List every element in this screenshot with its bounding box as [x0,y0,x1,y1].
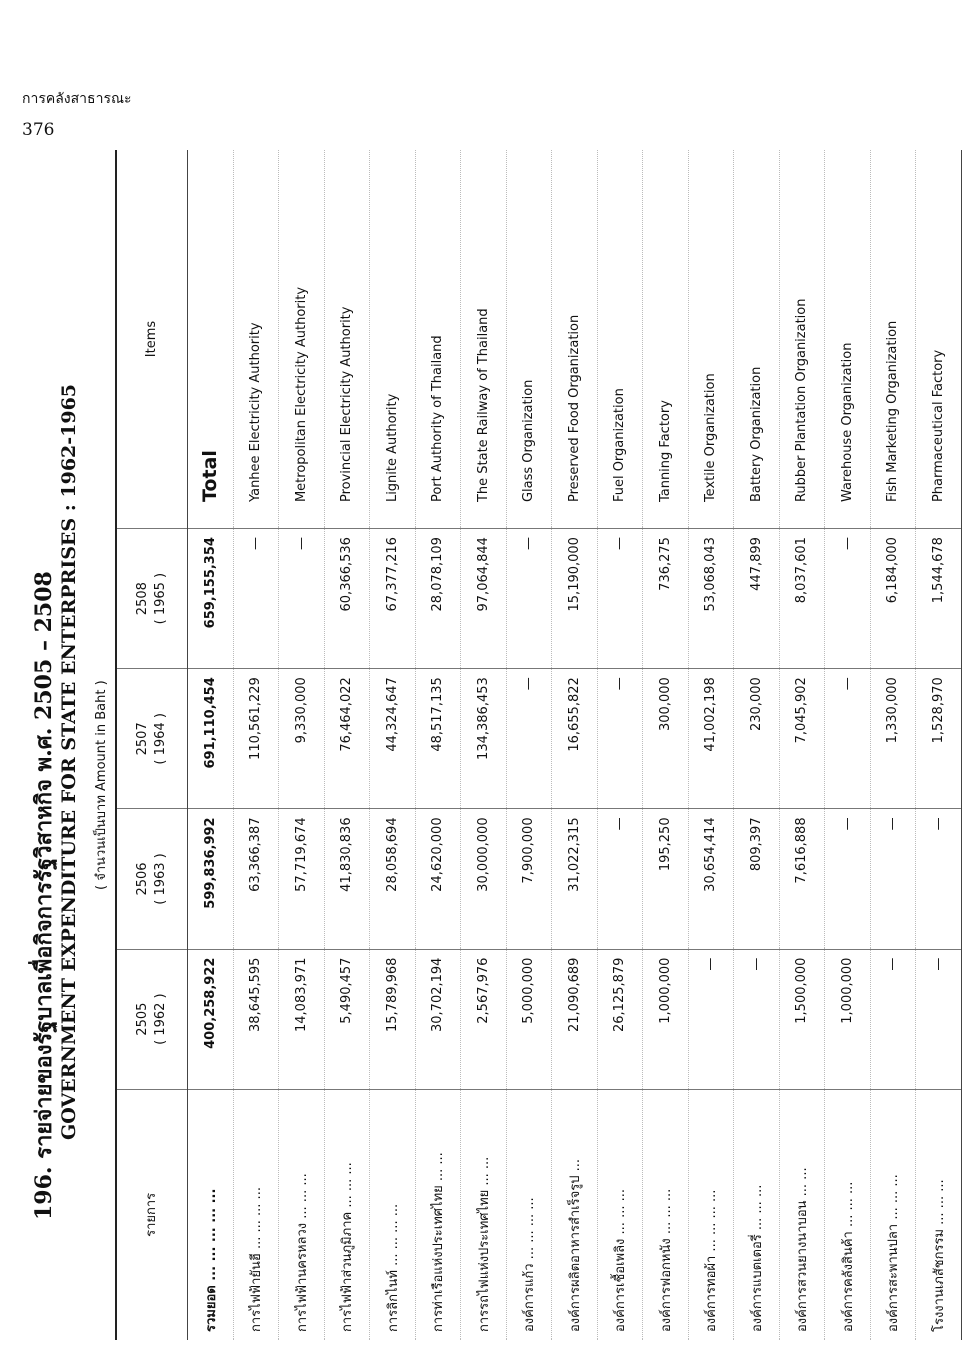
row-label-english: Lignite Authority [370,150,416,529]
amount-cell: 41,002,198 [688,669,734,809]
amount-cell: — [506,529,552,669]
row-label-thai: องค์การสะพานปลา ... ... ... [870,1089,916,1340]
unit-note: ( จำนวนเป็นบาท Amount in Baht ) [94,680,109,890]
amount-cell: 1,528,970 [916,669,962,809]
amount-cell: 16,655,822 [552,669,598,809]
amount-cell: — [233,529,279,669]
table-row [688,150,734,1340]
amount-cell: 134,386,453 [461,669,507,809]
row-label-thai: องค์การผลิตอาหารสำเร็จรูป ... [552,1089,598,1340]
row-label-thai: การไฟฟ้านครหลวง ... ... ... [279,1089,325,1340]
amount-cell: 14,083,971 [279,949,325,1089]
amount-cell: 736,275 [643,529,689,669]
amount-cell: 48,517,135 [415,669,461,809]
amount-cell: 24,620,000 [415,809,461,949]
header-year-2508: 2508 ( 1965 ) [116,529,188,669]
amount-cell: — [734,949,780,1089]
amount-cell: — [916,949,962,1089]
table-row [461,150,507,1340]
amount-cell: — [916,809,962,949]
amount-cell: 60,366,536 [324,529,370,669]
publication-name: การคลังสาธารณะ [22,91,132,107]
row-label-thai: การรถไฟแห่งประเทศไทย ... ... [461,1089,507,1340]
row-label-english: Textile Organization [688,150,734,529]
amount-cell: — [825,809,871,949]
amount-cell: — [506,669,552,809]
amount-cell: 28,058,694 [370,809,416,949]
table-number: 196. [31,1166,57,1220]
row-label-thai: องค์การคลังสินค้า ... ... ... [825,1089,871,1340]
amount-cell: — [825,529,871,669]
row-label-thai: การท่าเรือแห่งประเทศไทย ... ... [415,1089,461,1340]
row-label-thai: โรงงานเภสัชกรรม ... ... ... [916,1089,962,1340]
row-label-english: Tanning Factory [643,150,689,529]
amount-cell: 5,000,000 [506,949,552,1089]
title-thai [26,571,61,1220]
amount-cell: 195,250 [643,809,689,949]
table-row [324,150,370,1340]
row-label-thai: องค์การสวนยางนาบอน ... ... [779,1089,825,1340]
row-label-english: Warehouse Organization [825,150,871,529]
row-label-thai: องค์การเชื้อเพลิง ... ... ... [597,1089,643,1340]
row-label-english: Yanhee Electricity Authority [233,150,279,529]
amount-cell: 599,836,992 [188,809,234,949]
row-label-english: Fish Marketing Organization [870,150,916,529]
header-year-2507: 2507 ( 1964 ) [116,669,188,809]
row-label-thai: การไฟฟ้าส่วนภูมิภาค ... ... ... [324,1089,370,1340]
amount-cell: 809,397 [734,809,780,949]
amount-cell: — [597,809,643,949]
amount-cell: 7,045,902 [779,669,825,809]
row-label-english: Provincial Electricity Authority [324,150,370,529]
amount-cell: 691,110,454 [188,669,234,809]
amount-cell: 67,377,216 [370,529,416,669]
page-number: 376 [22,120,55,140]
table-row [779,150,825,1340]
amount-cell: — [870,949,916,1089]
amount-cell: 15,190,000 [552,529,598,669]
row-label-thai: การไฟฟ้ายันฮี ... ... ... ... [233,1089,279,1340]
row-label-english: Fuel Organization [597,150,643,529]
amount-cell: 44,324,647 [370,669,416,809]
amount-cell: 63,366,387 [233,809,279,949]
amount-cell: — [597,669,643,809]
amount-cell: 57,719,674 [279,809,325,949]
amount-cell: 53,068,043 [688,529,734,669]
amount-cell: 6,184,000 [870,529,916,669]
table-body [188,150,962,1340]
amount-cell: 2,567,976 [461,949,507,1089]
amount-cell: 230,000 [734,669,780,809]
amount-cell: 1,000,000 [825,949,871,1089]
row-label-thai: องค์การแบตเตอรี่ ... ... ... [734,1089,780,1340]
table-row [916,150,962,1340]
amount-cell: 41,830,836 [324,809,370,949]
amount-cell: 30,000,000 [461,809,507,949]
amount-cell: 400,258,922 [188,949,234,1089]
table-row [370,150,416,1340]
header-year-2506: 2506 ( 1963 ) [116,809,188,949]
expenditure-table [115,150,962,1340]
amount-cell: 1,500,000 [779,949,825,1089]
row-label-english: Metropolitan Electricity Authority [279,150,325,529]
row-label-thai: องค์การฟอกหนัง ... ... ... [643,1089,689,1340]
amount-cell: 97,064,844 [461,529,507,669]
header-year-2505: 2505 ( 1962 ) [116,949,188,1089]
amount-cell: — [279,529,325,669]
amount-cell: 110,561,229 [233,669,279,809]
table-row [279,150,325,1340]
amount-cell: 7,900,000 [506,809,552,949]
total-row [188,150,234,1340]
amount-cell: 76,464,022 [324,669,370,809]
rotated-table-page [20,150,947,1340]
amount-cell: 28,078,109 [415,529,461,669]
amount-cell: — [870,809,916,949]
header-row [116,150,188,1340]
amount-cell: — [825,669,871,809]
row-label-thai: องค์การแก้ว ... ... ... ... [506,1089,552,1340]
row-label-english: Port Authority of Thailand [415,150,461,529]
row-label-english: The State Railway of Thailand [461,150,507,529]
table-row [233,150,279,1340]
row-label-english: Preserved Food Organization [552,150,598,529]
row-label-thai: การลิกไนท์ ... ... ... ... [370,1089,416,1340]
amount-cell: 1,544,678 [916,529,962,669]
row-label-english: Glass Organization [506,150,552,529]
row-label-english: Battery Organization [734,150,780,529]
table-row [552,150,598,1340]
row-label-thai: องค์การทอผ้า ... ... ... ... [688,1089,734,1340]
table-row [870,150,916,1340]
table-row [415,150,461,1340]
table-row [597,150,643,1340]
row-label-english: Rubber Plantation Organization [779,150,825,529]
row-label-thai: รวมยอด ... ... ... ... ... [188,1089,234,1340]
header-thai-items: รายการ [116,1089,188,1340]
amount-cell: 447,899 [734,529,780,669]
table-row [643,150,689,1340]
table-row [734,150,780,1340]
amount-cell: 38,645,595 [233,949,279,1089]
amount-cell: 26,125,879 [597,949,643,1089]
amount-cell: — [688,949,734,1089]
amount-cell: — [597,529,643,669]
row-label-english: Total [188,150,234,529]
row-label-english: Pharmaceutical Factory [916,150,962,529]
amount-cell: 31,022,315 [552,809,598,949]
table-row [506,150,552,1340]
amount-cell: 30,654,414 [688,809,734,949]
amount-cell: 659,155,354 [188,529,234,669]
table-row [825,150,871,1340]
amount-cell: 15,789,968 [370,949,416,1089]
title-thai-text: รายจ่ายของรัฐบาลเพื่อกิจการรัฐวิสาหกิจ พ.ศ. 2505 – 2508 [31,571,57,1159]
amount-cell: 1,000,000 [643,949,689,1089]
amount-cell: 5,490,457 [324,949,370,1089]
amount-cell: 21,090,689 [552,949,598,1089]
amount-cell: 8,037,601 [779,529,825,669]
amount-cell: 30,702,194 [415,949,461,1089]
amount-cell: 7,616,888 [779,809,825,949]
title-english: GOVERNMENT EXPENDITURE FOR STATE ENTERPRISES : 1962-1965 [58,383,80,1140]
amount-cell: 300,000 [643,669,689,809]
header-items: Items [116,150,188,529]
amount-cell: 9,330,000 [279,669,325,809]
amount-cell: 1,330,000 [870,669,916,809]
